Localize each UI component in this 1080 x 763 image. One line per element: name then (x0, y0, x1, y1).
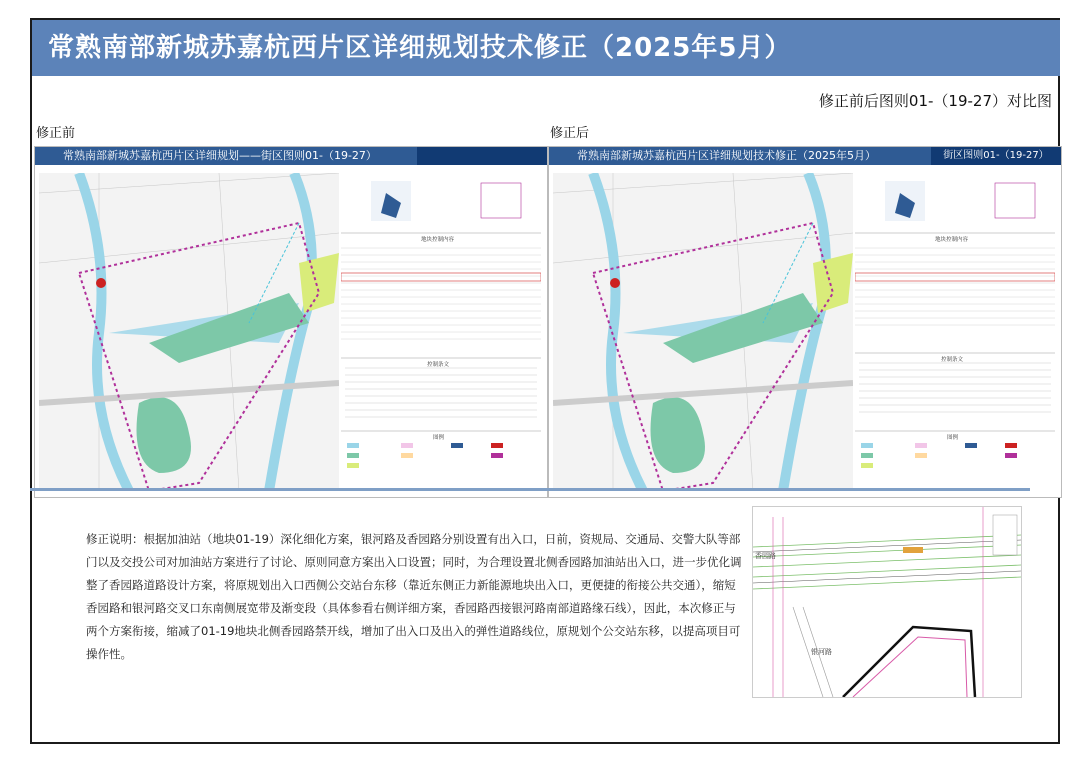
before-side-panel (341, 173, 541, 491)
before-title-bar (35, 147, 547, 165)
detail-road-drawing (753, 507, 1021, 697)
before-map-drawing (39, 173, 339, 491)
after-side-drawing (855, 173, 1055, 491)
after-label: 修正后 (550, 126, 590, 141)
after-bar-title: 常熟南部新城苏嘉杭西片区详细规划技术修正（2025年5月） (577, 149, 876, 162)
revision-note: 修正说明：根据加油站（地块01-19）深化细化方案，银河路及香园路分别设置有出入口，日前，资规局、交通局、交警大队等部门以及交投公司对加油站方案进行了讨论、原则同意方案出入口设置；同时，为合理设置北侧香园路加油站出入口，进一步优化调整了香园路道路设计方案，将原规划出入口西侧公交站台东移（靠近东侧正力新能源地块出入口，更便捷的衔接公共交通），缩短香园路和银河路交叉口东南侧展宽带及渐变段（具体参看右侧详细方案，香园路西接银河路南部道路缘石线），因此，本次修正与两个方案衔接，缩减了01-19地块北侧香园路禁开线，增加了出入口及出入的弹性道路线位，原规划个公交站东移，以提高项目可操作性。 (86, 532, 742, 661)
after-panel (548, 146, 1062, 498)
before-legend-title: 图例 (433, 435, 445, 441)
after-legend-title: 图例 (947, 435, 959, 441)
after-side-panel (855, 173, 1055, 491)
before-label: 修正前 (36, 126, 76, 141)
before-table-title: 地块控制内容 (421, 237, 455, 243)
before-panel (34, 146, 548, 498)
detail-road-plan (752, 506, 1022, 698)
before-bar-title: 常熟南部新城苏嘉杭西片区详细规划——街区图则01-（19-27） (63, 149, 377, 162)
before-bar-code (417, 147, 547, 165)
after-control-title: 控制条文 (941, 357, 964, 363)
page-title: 常熟南部新城苏嘉杭西片区详细规划技术修正（2025年5月） (32, 20, 1060, 76)
detail-road-label-2: 银河路 (811, 648, 832, 656)
before-map (39, 173, 339, 491)
after-map-drawing (553, 173, 853, 491)
after-map (553, 173, 853, 491)
after-table-title: 地块控制内容 (935, 237, 969, 243)
before-control-title: 控制条文 (427, 362, 450, 368)
before-side-drawing (341, 173, 541, 491)
after-title-bar (549, 147, 1061, 165)
comparison-subtitle: 修正前后图则01-（19-27）对比图 (818, 92, 1052, 110)
section-divider (30, 488, 1030, 491)
after-bar-code: 街区图则01-（19-27） (931, 147, 1061, 165)
detail-road-label-1: 香园路 (755, 552, 776, 560)
